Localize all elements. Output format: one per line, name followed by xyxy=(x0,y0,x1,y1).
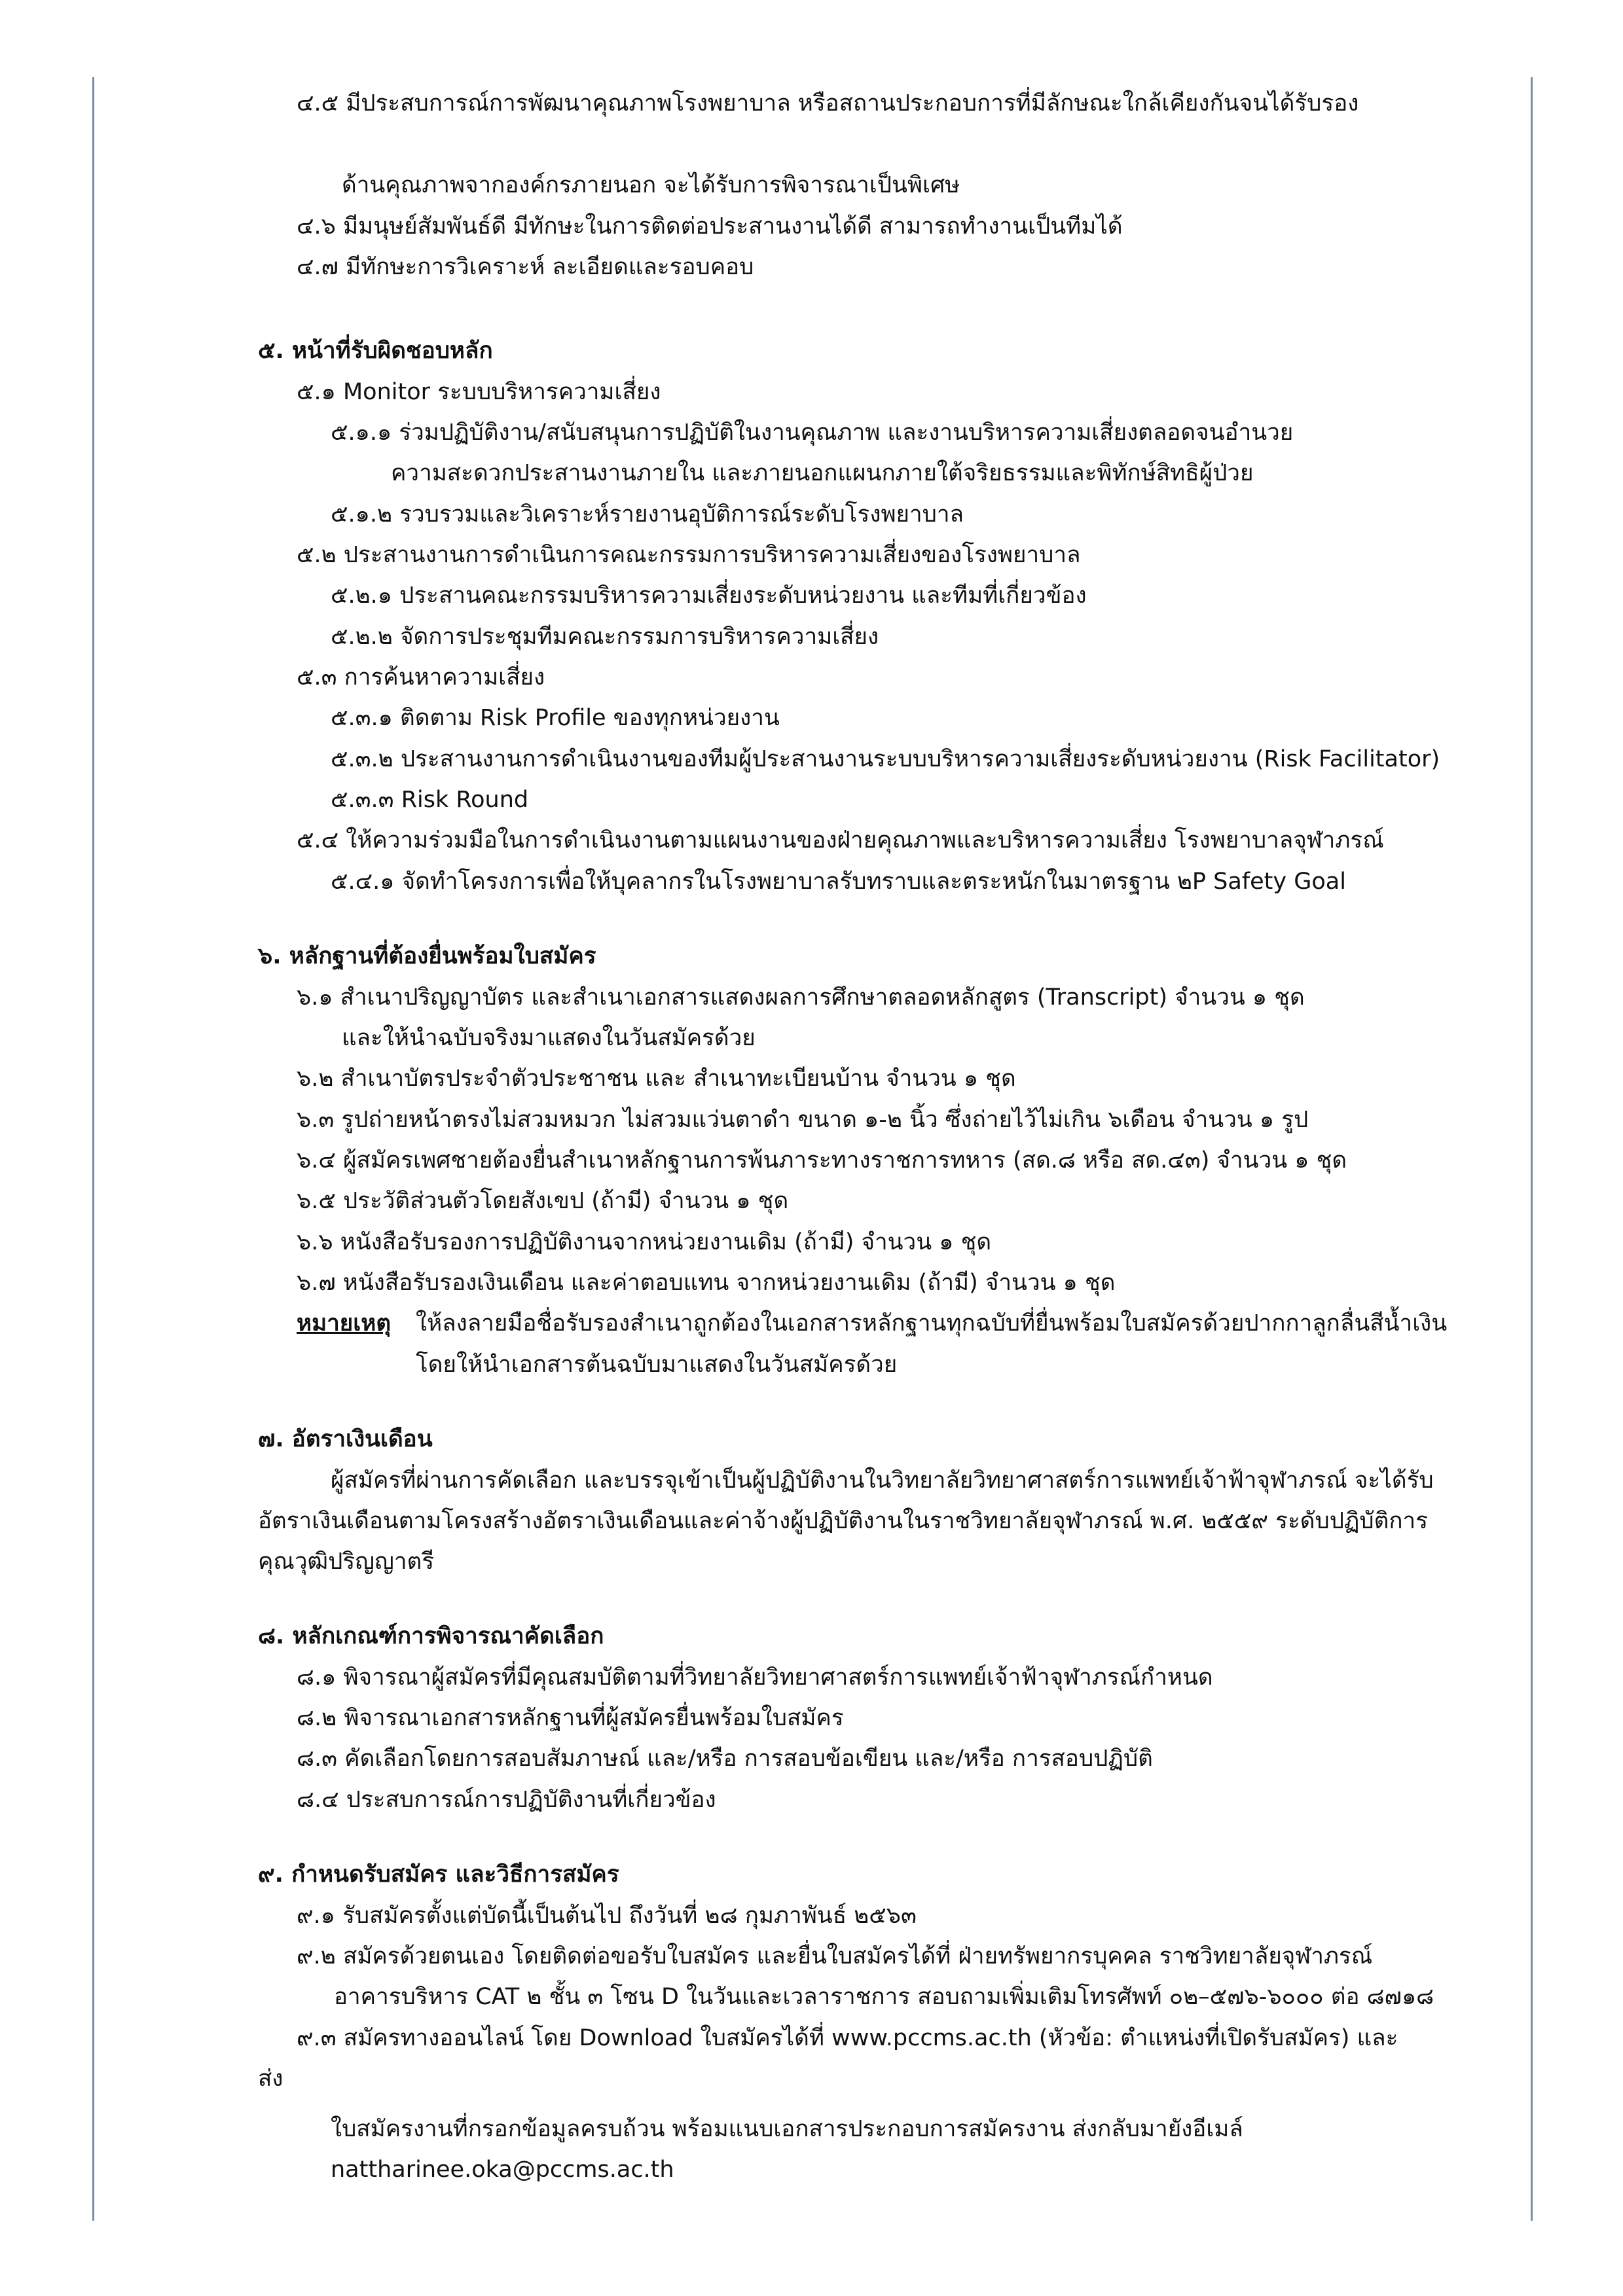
section-8-heading: ๘. หลักเกณฑ์การพิจารณาคัดเลือก xyxy=(258,1623,604,1649)
item-5-2: ๕.๒ ประสานงานการดำเนินการคณะกรรมการบริหารความเสี่ยงของโรงพยาบาล xyxy=(297,542,1081,568)
item-8-4: ๘.๔ ประสบการณ์การปฏิบัติงานที่เกี่ยวข้อง xyxy=(297,1787,716,1813)
item-4-5-line-1: ๔.๕ มีประสบการณ์การพัฒนาคุณภาพโรงพยาบาล หรือสถานประกอบการที่มีลักษณะใกล้เคียงกันจนได้รับรอง xyxy=(297,90,1359,117)
item-4-6: ๔.๖ มีมนุษย์สัมพันธ์ดี มีทักษะในการติดต่อประสานงานได้ดี สามารถทำงานเป็นทีมได้ xyxy=(297,213,1123,240)
section-5-heading: ๕. หน้าที่รับผิดชอบหลัก xyxy=(258,338,493,364)
item-9-3-line-1: ๙.๓ สมัครทางออนไลน์ โดย Download ใบสมัครได้ที่ www.pccms.ac.th (หัวข้อ: ตำแหน่งที่เปิดรับสมัคร) และ xyxy=(297,2025,1398,2051)
note-label: หมายเหตุ xyxy=(297,1310,392,1336)
item-6-6: ๖.๖ หนังสือรับรองการปฏิบัติงานจากหน่วยงานเดิม (ถ้ามี) จำนวน ๑ ชุด xyxy=(297,1229,992,1255)
salary-paragraph-line-1: ผู้สมัครที่ผ่านการคัดเลือก และบรรจุเข้าเป็นผู้ปฏิบัติงานในวิทยาลัยวิทยาศาสตร์การแพทย์เจ้าฟ้าจุฬาภรณ์ จะได้รับ xyxy=(331,1467,1434,1494)
item-4-7: ๔.๗ มีทักษะการวิเคราะห์ ละเอียดและรอบคอบ xyxy=(297,254,754,280)
item-6-2: ๖.๒ สำเนาบัตรประจำตัวประชาชน และ สำเนาทะเบียนบ้าน จำนวน ๑ ชุด xyxy=(297,1066,1016,1092)
item-5-3: ๕.๓ การค้นหาความเสี่ยง xyxy=(297,664,545,691)
item-6-5: ๖.๕ ประวัติส่วนตัวโดยสังเขป (ถ้ามี) จำนวน ๑ ชุด xyxy=(297,1188,789,1214)
item-5-1-2: ๕.๑.๒ รวบรวมและวิเคราะห์รายงานอุบัติการณ์ระดับโรงพยาบาล xyxy=(331,501,964,528)
item-6-1-line-1: ๖.๑ สำเนาปริญญาบัตร และสำเนาเอกสารแสดงผลการศึกษาตลอดหลักสูตร (Transcript) จำนวน ๑ ชุด xyxy=(297,984,1305,1011)
item-5-3-1: ๕.๓.๑ ติดตาม Risk Profile ของทุกหน่วยงาน xyxy=(331,705,780,731)
item-4-5-line-2: ด้านคุณภาพจากองค์กรภายนอก จะได้รับการพิจารณาเป็นพิเศษ xyxy=(342,172,960,198)
item-9-3-line-3: ใบสมัครงานที่กรอกข้อมูลครบถ้วน พร้อมแนบเอกสารประกอบการสมัครงาน ส่งกลับมายังอีเมล์ xyxy=(331,2116,1243,2142)
item-8-1: ๘.๑ พิจารณาผู้สมัครที่มีคุณสมบัติตามที่วิทยาลัยวิทยาศาสตร์การแพทย์เจ้าฟ้าจุฬาภรณ์กำหนด xyxy=(297,1664,1213,1691)
item-8-2: ๘.๒ พิจารณาเอกสารหลักฐานที่ผู้สมัครยื่นพร้อมใบสมัคร xyxy=(297,1705,844,1731)
item-8-3: ๘.๓ คัดเลือกโดยการสอบสัมภาษณ์ และ/หรือ การสอบข้อเขียน และ/หรือ การสอบปฏิบัติ xyxy=(297,1746,1153,1772)
salary-paragraph-line-2: อัตราเงินเดือนตามโครงสร้างอัตราเงินเดือนและค่าจ้างผู้ปฏิบัติงานในราชวิทยาลัยจุฬาภรณ์ พ.ศ. ๒๕๕๙ ระดับปฏิบัติการ xyxy=(258,1508,1428,1534)
item-6-3: ๖.๓ รูปถ่ายหน้าตรงไม่สวมหมวก ไม่สวมแว่นตาดำ ขนาด ๑-๒ นิ้ว ซึ่งถ่ายไว้ไม่เกิน ๖เดือน จำนวน ๑ รูป xyxy=(297,1107,1309,1133)
salary-paragraph-line-3: คุณวุฒิปริญญาตรี xyxy=(258,1549,434,1575)
note-line-1: ให้ลงลายมือชื่อรับรองสำเนาถูกต้องในเอกสารหลักฐานทุกฉบับที่ยื่นพร้อมใบสมัครด้วยปากกาลูกลื่นสีน้ำเงิน xyxy=(416,1310,1448,1336)
item-5-1-1-line-2: ความสะดวกประสานงานภายใน และภายนอกแผนกภายใต้จริยธรรมและพิทักษ์สิทธิผู้ป่วย xyxy=(391,460,1254,486)
section-9-heading: ๙. กำหนดรับสมัคร และวิธีการสมัคร xyxy=(258,1861,619,1888)
item-5-4: ๕.๔ ให้ความร่วมมือในการดำเนินงานตามแผนงานของฝ่ายคุณภาพและบริหารความเสี่ยง โรงพยาบาลจุฬาภรณ์ xyxy=(297,827,1384,853)
left-margin-rule xyxy=(92,77,94,2221)
item-5-1-1-line-1: ๕.๑.๑ ร่วมปฏิบัติงาน/สนับสนุนการปฏิบัติในงานคุณภาพ และงานบริหารความเสี่ยงตลอดจนอำนวย xyxy=(331,420,1294,446)
section-7-heading: ๗. อัตราเงินเดือน xyxy=(258,1426,433,1452)
item-5-1: ๕.๑ Monitor ระบบบริหารความเสี่ยง xyxy=(297,379,661,405)
item-6-4: ๖.๔ ผู้สมัครเพศชายต้องยื่นสำเนาหลักฐานการพ้นภาระทางราชการทหาร (สด.๘ หรือ สด.๔๓) จำนวน ๑ ชุด xyxy=(297,1147,1347,1174)
item-6-1-line-2: และให้นำฉบับจริงมาแสดงในวันสมัครด้วย xyxy=(342,1025,756,1051)
item-5-3-3: ๕.๓.๓ Risk Round xyxy=(331,787,529,813)
item-5-2-2: ๕.๒.๒ จัดการประชุมทีมคณะกรรมการบริหารความเสี่ยง xyxy=(331,624,879,650)
item-6-7: ๖.๗ หนังสือรับรองเงินเดือน และค่าตอบแทน จากหน่วยงานเดิม (ถ้ามี) จำนวน ๑ ชุด xyxy=(297,1270,1116,1296)
item-9-3-line-2: ส่ง xyxy=(258,2066,283,2092)
item-5-2-1: ๕.๒.๑ ประสานคณะกรรมบริหารความเสี่ยงระดับหน่วยงาน และทีมที่เกี่ยวข้อง xyxy=(331,583,1087,609)
item-9-2-line-2: อาคารบริหาร CAT ๒ ชั้น ๓ โซน D ในวันและเวลาราชการ สอบถามเพิ่มเติมโทรศัพท์ ๐๒–๕๗๖-๖๐๐๐ ต่อ ๘๗๑๘ xyxy=(334,1984,1434,2010)
right-margin-rule xyxy=(1531,77,1533,2221)
item-9-1: ๙.๑ รับสมัครตั้งแต่บัดนี้เป็นต้นไป ถึงวันที่ ๒๘ กุมภาพันธ์ ๒๕๖๓ xyxy=(297,1903,917,1929)
item-5-4-1: ๕.๔.๑ จัดทำโครงการเพื่อให้บุคลากรในโรงพยาบาลรับทราบและตระหนักในมาตรฐาน ๒P Safety Goal xyxy=(331,869,1346,895)
item-5-3-2: ๕.๓.๒ ประสานงานการดำเนินงานของทีมผู้ประสานงานระบบบริหารความเสี่ยงระดับหน่วยงาน (Risk Facilitator) xyxy=(331,746,1440,772)
item-9-2-line-1: ๙.๒ สมัครด้วยตนเอง โดยติดต่อขอรับใบสมัคร และยื่นใบสมัครได้ที่ ฝ่ายทรัพยากรบุคคล ราชวิทยาลัยจุฬาภรณ์ xyxy=(297,1943,1373,1969)
section-6-heading: ๖. หลักฐานที่ต้องยื่นพร้อมใบสมัคร xyxy=(258,943,596,969)
contact-email: nattharinee.oka@pccms.ac.th xyxy=(331,2157,674,2183)
note-line-2: โดยให้นำเอกสารต้นฉบับมาแสดงในวันสมัครด้วย xyxy=(416,1352,898,1378)
